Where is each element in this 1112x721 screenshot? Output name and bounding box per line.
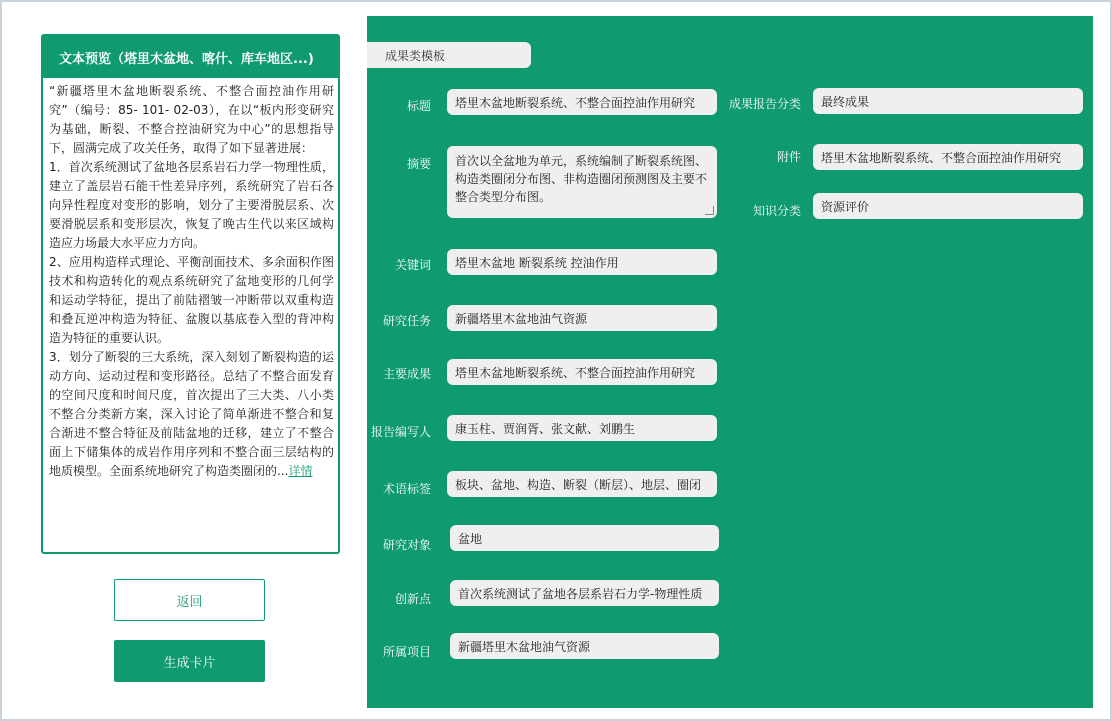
term-tags-field[interactable]: 板块、盆地、构造、断裂（断层）、地层、圈闭: [447, 471, 717, 497]
details-link[interactable]: 详情: [288, 464, 313, 478]
form-panel: [367, 16, 1093, 708]
authors-label: 报告编写人: [370, 425, 431, 439]
research-object-field[interactable]: 盆地: [450, 525, 719, 551]
main-result-label: 主要成果: [382, 367, 431, 381]
project-field[interactable]: 新疆塔里木盆地油气资源: [450, 633, 719, 659]
attachment-label: 附件: [776, 150, 801, 164]
innovation-field[interactable]: 首次系统测试了盆地各层系岩石力学-物理性质: [450, 580, 719, 606]
research-task-label: 研究任务: [382, 314, 431, 328]
attachment-field[interactable]: 塔里木盆地断裂系统、不整合面控油作用研究: [813, 144, 1083, 170]
report-class-label: 成果报告分类: [728, 97, 801, 111]
authors-field[interactable]: 康玉柱、贾润胥、张文献、刘鹏生: [447, 415, 717, 441]
research-task-field[interactable]: 新疆塔里木盆地油气资源: [447, 305, 717, 331]
knowledge-class-label: 知识分类: [752, 204, 801, 218]
report-class-field[interactable]: 最终成果: [813, 88, 1083, 114]
preview-title: 文本预览（塔里木盆地、喀什、库车地区...): [43, 36, 338, 78]
title-label: 标题: [406, 99, 431, 113]
resize-handle-icon[interactable]: [705, 206, 714, 215]
title-field[interactable]: 塔里木盆地断裂系统、不整合面控油作用研究: [447, 89, 717, 115]
research-object-label: 研究对象: [382, 538, 431, 552]
innovation-label: 创新点: [394, 592, 431, 606]
knowledge-class-field[interactable]: 资源评价: [813, 193, 1083, 219]
generate-card-button[interactable]: 生成卡片: [114, 640, 265, 682]
abstract-label: 摘要: [406, 157, 431, 171]
text-preview-card: [41, 34, 340, 554]
back-button[interactable]: 返回: [114, 579, 265, 621]
preview-text: [43, 78, 338, 550]
abstract-textarea[interactable]: [447, 146, 717, 218]
term-tags-label: 术语标签: [382, 482, 431, 496]
keywords-label: 关键词: [394, 258, 431, 272]
main-result-field[interactable]: 塔里木盆地断裂系统、不整合面控油作用研究: [447, 359, 717, 385]
template-selector[interactable]: 成果类模板: [367, 42, 531, 68]
abstract-value: 首次以全盆地为单元，系统编制了断裂系统图、构造类圈闭分布图、非构造圈闭预测图及主要不整合类型分布图。: [455, 154, 708, 204]
preview-body-text: “新疆塔里木盆地断裂系统、不整合面控油作用研究”（编号：85- 101- 02-03），在以“板内形变研究为基础，断裂、不整合控油研究为中心”的思想指导下，圆满完成了攻关任务，取得了如下显著进展： 1．首次系统测试了盆地各层系岩石力学一物理性质，建立了盖层岩石能干性差异序列，系统研究了岩石各向异性程度对变形的影响，划分了主要滑脱层系、次要滑脱层系和变形层次，恢复了晚古生代以来区域构造应力场最大水平应力方向。 2、应用构造样式理论、平衡剖面技术、多余面积作图技术和构造转化的观点系统研究了盆地变形的几何学和运动学特征，提出了前陆褶皱一冲断带以双重构造和叠瓦逆冲构造为特征、盆腹以基底卷入型的背冲构造为特征的重要认识。 3．划分了断裂的三大系统，深入刻划了断裂构造的运动方向、运动过程和变形路径。总结了不整合面发育的空间尺度和时间尺度，首次提出了三大类、八小类不整合分类新方案，深入讨论了简单渐进不整合和复合渐进不整合特征及前陆盆地的迁移，建立了不整合面上下储集体的成岩作用序列和不整合面三层结构的地质模型。全面系统地研究了构造类圈闭的...: [49, 84, 334, 478]
keywords-field[interactable]: 塔里木盆地 断裂系统 控油作用: [447, 249, 717, 275]
project-label: 所属项目: [382, 645, 431, 659]
